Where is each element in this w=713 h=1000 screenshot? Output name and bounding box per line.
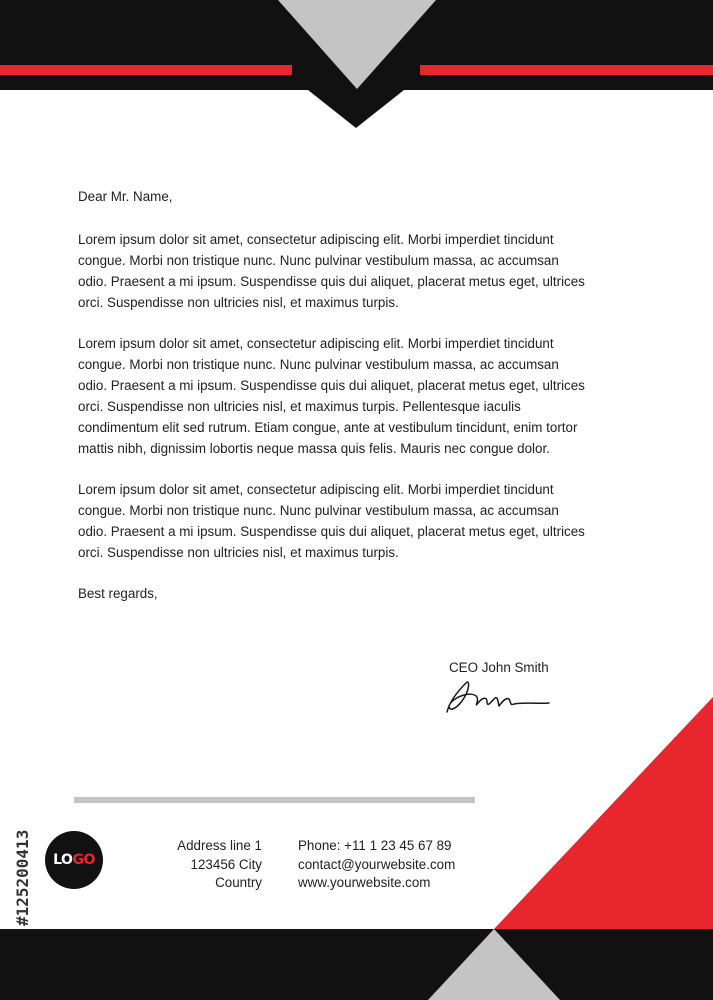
address-line-1: Address line 1 bbox=[177, 838, 262, 853]
signature bbox=[447, 682, 549, 712]
signer-title: CEO John Smith bbox=[449, 660, 549, 675]
footer-divider bbox=[74, 797, 475, 803]
footer-red-triangle bbox=[494, 697, 713, 929]
letter-closing: Best regards, bbox=[78, 586, 158, 601]
letter-paragraph-1: Lorem ipsum dolor sit amet, consectetur adipiscing elit. Morbi imperdiet tincidunt congue. Morbi non tristique nunc. Nunc pulvinar vestibulum massa, ac accumsan odio. Praesent a mi ipsum. Suspendisse quis dui aliquet, placerat metus eget, ultrices orci. Suspendisse non ultricies nisl, et maximus turpis. bbox=[78, 232, 585, 310]
footer-black-band bbox=[0, 929, 713, 1000]
letter-paragraph-3: Lorem ipsum dolor sit amet, consectetur adipiscing elit. Morbi imperdiet tincidunt congue. Morbi non tristique nunc. Nunc pulvinar vestibulum massa, ac accumsan odio. Praesent a mi ipsum. Suspendisse quis dui aliquet, placerat metus eget, ultrices orci. Suspendisse non ultricies nisl, et maximus turpis. bbox=[78, 482, 585, 560]
contact-email: contact@yourwebsite.com bbox=[298, 856, 456, 872]
logo-text-part1: LO bbox=[53, 852, 73, 868]
stock-id-watermark bbox=[12, 768, 34, 928]
stock-id-text: #125200413 bbox=[13, 829, 32, 926]
letter-greeting: Dear Mr. Name, bbox=[78, 189, 173, 204]
contact-website: www.yourwebsite.com bbox=[298, 875, 431, 890]
logo-text-part2: GO bbox=[72, 852, 95, 868]
letter-paragraph-2: Lorem ipsum dolor sit amet, consectetur adipiscing elit. Morbi imperdiet tincidunt congue. Morbi non tristique nunc. Nunc pulvinar vestibulum massa, ac accumsan odio. Praesent a mi ipsum. Suspendisse quis dui aliquet, placerat metus eget, ultrices orci. Suspendisse non ultricies nisl, et maximus turpis. Pellentesque iaculis condimentum elit sed rutrum. Etiam congue, ante at vestibulum tincidunt, enim tortor mattis nibh, dignissim lobortis neque massa quis felis. Mauris nec congue dolor. bbox=[78, 336, 585, 456]
address-line-3: Country bbox=[215, 875, 262, 890]
header-red-stripe-left bbox=[0, 65, 292, 75]
footer-contact bbox=[298, 837, 455, 893]
address-line-2: 123456 City bbox=[190, 856, 262, 872]
footer-address bbox=[150, 837, 262, 893]
company-logo bbox=[45, 831, 103, 889]
header-red-stripe-right bbox=[420, 65, 713, 75]
contact-phone: Phone: +11 1 23 45 67 89 bbox=[298, 838, 452, 853]
